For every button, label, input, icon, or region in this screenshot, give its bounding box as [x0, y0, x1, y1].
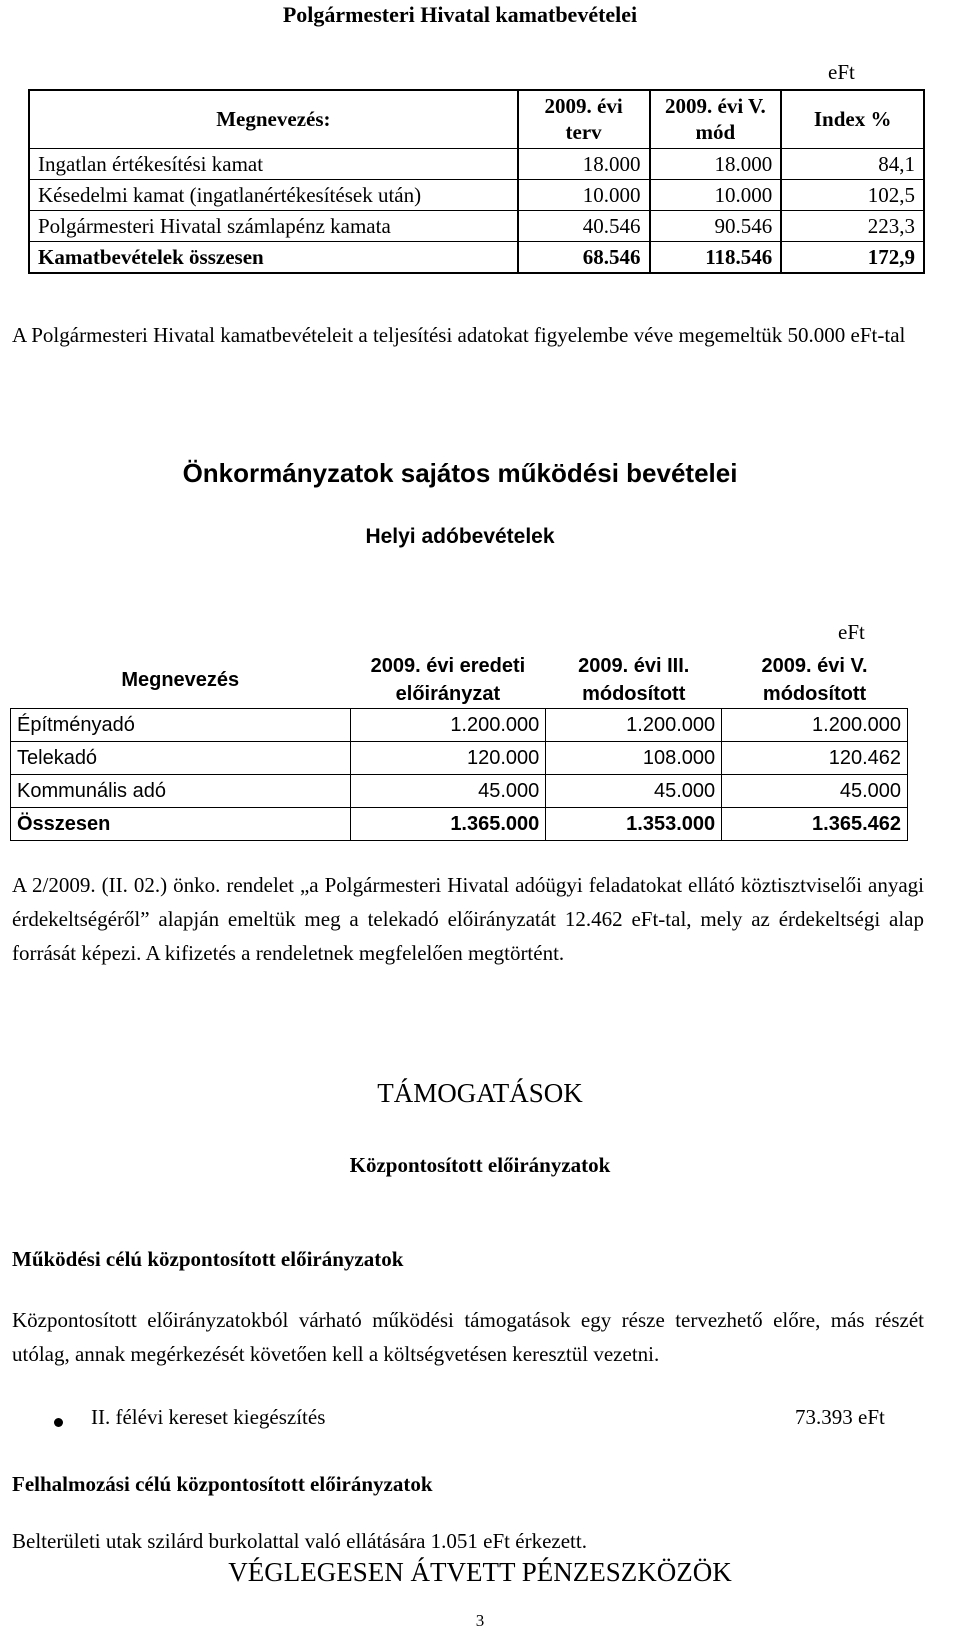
row-mod: 10.000 — [650, 179, 782, 210]
header-plan: 2009. évi terv — [518, 90, 650, 148]
row-mod5: 120.462 — [722, 742, 908, 775]
total-row — [29, 241, 924, 273]
row-original: 1.200.000 — [350, 709, 546, 742]
table-row — [11, 742, 908, 775]
header-mod: 2009. évi V. mód — [650, 90, 782, 148]
capital-paragraph: Belterületi utak szilárd burkolattal való ellátására 1.051 eFt érkezett. — [12, 1529, 587, 1553]
total-index: 172,9 — [781, 241, 924, 273]
page-number: 3 — [475, 1611, 485, 1630]
row-plan: 10.000 — [518, 179, 650, 210]
row-index: 102,5 — [781, 179, 924, 210]
total-mod3: 1.353.000 — [546, 808, 722, 841]
row-mod: 90.546 — [650, 210, 782, 241]
total-label: Összesen — [11, 808, 351, 841]
row-label: Kommunális adó — [11, 775, 351, 808]
row-plan: 40.546 — [518, 210, 650, 241]
section1-unit: eFt — [828, 60, 855, 84]
section2-unit: eFt — [838, 620, 865, 644]
interest-income-table — [28, 89, 925, 274]
row-label: Ingatlan értékesítési kamat — [29, 148, 518, 179]
bottom-title: VÉGLEGESEN ÁTVETT PÉNZESZKÖZÖK — [228, 1557, 732, 1587]
bullet-icon — [54, 1418, 63, 1427]
row-label: Késedelmi kamat (ingatlanértékesítések után) — [29, 179, 518, 210]
total-original: 1.365.000 — [350, 808, 546, 841]
row-mod3: 108.000 — [546, 742, 722, 775]
row-label: Telekadó — [11, 742, 351, 775]
local-tax-table — [10, 652, 908, 841]
bullet-label: II. félévi kereset kiegészítés — [91, 1405, 326, 1429]
section2-paragraph: A 2/2009. (II. 02.) önko. rendelet „a Polgármesteri Hivatal adóügyi feladatokat ellátó köztisztviselői anyagi érdekeltségéről” alapján emeltük meg a telekadó előirányzatát 12.462 eFt-tal, mely az érdekeltségi alap forrását képezi. A kifizetés a rendeletnek megfelelően megtörtént. — [12, 873, 924, 965]
row-mod3: 45.000 — [546, 775, 722, 808]
header-index: Index % — [781, 90, 924, 148]
header-original: 2009. évi eredeti előirányzat — [370, 655, 526, 705]
header-name: Megnevezés: — [29, 90, 518, 148]
section3-title: TÁMOGATÁSOK — [377, 1078, 583, 1108]
row-original: 45.000 — [350, 775, 546, 808]
row-index: 84,1 — [781, 148, 924, 179]
operating-heading: Működési célú központosított előirányzatok — [12, 1247, 404, 1271]
row-mod5: 1.200.000 — [722, 709, 908, 742]
section2-subtitle: Helyi adóbevételek — [365, 525, 555, 548]
bullet-value: 73.393 eFt — [795, 1405, 885, 1429]
capital-heading: Felhalmozási célú központosított előirányzatok — [12, 1472, 433, 1496]
section2-title: Önkormányzatok sajátos működési bevételei — [182, 458, 738, 488]
table-row — [29, 210, 924, 241]
row-mod: 18.000 — [650, 148, 782, 179]
table-row — [11, 709, 908, 742]
table-row — [29, 179, 924, 210]
header-mod3: 2009. évi III. módosított — [578, 655, 690, 705]
table-row — [29, 148, 924, 179]
row-mod5: 45.000 — [722, 775, 908, 808]
total-mod5: 1.365.462 — [722, 808, 908, 841]
total-label: Kamatbevételek összesen — [29, 241, 518, 273]
row-mod3: 1.200.000 — [546, 709, 722, 742]
table-row — [11, 775, 908, 808]
section3-subtitle: Központosított előirányzatok — [349, 1153, 611, 1177]
total-plan: 68.546 — [518, 241, 650, 273]
row-plan: 18.000 — [518, 148, 650, 179]
header-mod5: 2009. évi V. módosított — [761, 655, 868, 705]
row-index: 223,3 — [781, 210, 924, 241]
section1-paragraph: A Polgármesteri Hivatal kamatbevételeit a teljesítési adatokat figyelembe véve megemeltük 50.000 eFt-tal — [12, 323, 906, 347]
total-mod: 118.546 — [650, 241, 782, 273]
row-label: Polgármesteri Hivatal számlapénz kamata — [29, 210, 518, 241]
total-row — [11, 808, 908, 841]
row-label: Építményadó — [11, 709, 351, 742]
header-name: Megnevezés — [121, 669, 240, 691]
operating-paragraph: Központosított előirányzatokból várható működési támogatások egy része tervezhető előre, más részét utólag, annak megérkezését követően kell a költségvetésen keresztül vezetni. — [12, 1308, 924, 1366]
section1-title: Polgármesteri Hivatal kamatbevételei — [282, 2, 638, 27]
row-original: 120.000 — [350, 742, 546, 775]
